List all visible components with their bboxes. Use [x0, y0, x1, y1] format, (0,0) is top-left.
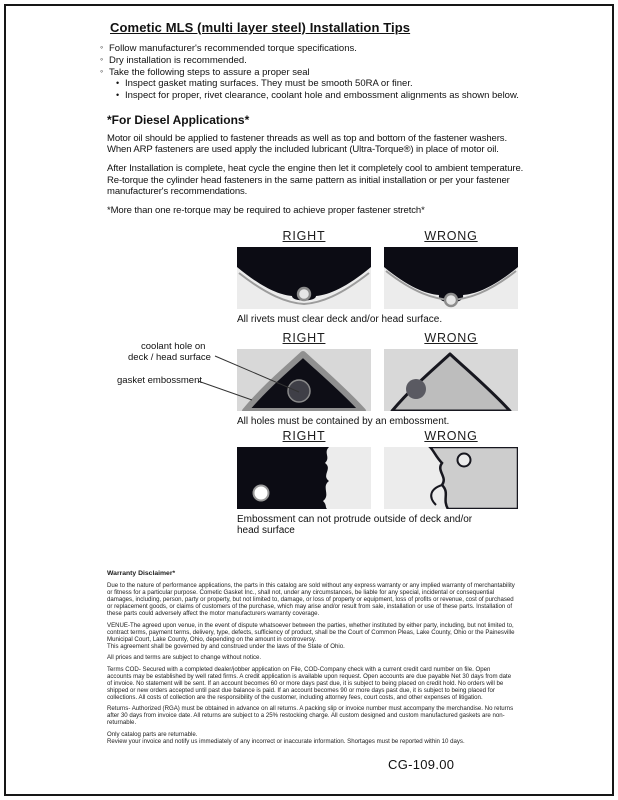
right-label: RIGHT: [282, 229, 326, 243]
figure-labels: [237, 229, 518, 244]
tips-list: [100, 43, 530, 102]
warranty-paragraph: Terms COD- Secured with a completed dealer/jobber application on File, COD-Company check with a current credit card number on file. Open accounts may be established by well rated firms. A credit application is available upon request. Open accounts are due payable Net 30 days from date of invoice. No statement will be sent. If an account becomes 60 or more days past due, it is subject to being placed on credit hold. No orders will be shipped or new orders accepted until past due balance is paid. If an account becomes 90 or more days past due, it is subject to being placed for collections. All costs of collection are the responsibility of the customer, including attorney fees, court costs, and other expenses of litigation.: [107, 665, 512, 701]
bolt-hole-icon: [254, 486, 269, 501]
rivet-right-panel: [237, 247, 371, 309]
rivet-wrong-panel: [384, 247, 518, 309]
right-label: RIGHT: [282, 331, 326, 345]
embossment-wrong-illustration: [384, 447, 518, 509]
page-title: Cometic MLS (multi layer steel) Installation Tips: [110, 20, 411, 35]
rivet-wrong-illustration: [384, 247, 518, 309]
warranty-disclaimer-section: [107, 570, 516, 749]
figure-labels: [237, 429, 518, 444]
figure-caption: Embossment can not protrude outside of deck and/or head surface: [237, 514, 473, 536]
tip-text: Inspect for proper, rivet clearance, coolant hole and embossment alignments as shown below.: [125, 90, 519, 102]
embossment-wrong-panel: [384, 447, 518, 509]
warranty-paragraph: Due to the nature of performance applications, the parts in this catalog are sold without any express warranty or any implied warranty of merchantability or fitness for a particular purpose. Cometic Gasket Inc., shall not, under any circumstances, be liable for any special, incidental or consequential damages, including, person, party or property, but not limited to, damage, or loss of property or equipment, loss of profits or revenue, cost of purchased or replacement goods, or claims of customers of the purchase, which may arise and/or result from sale, installation or use of these parts. Installation of these parts could adversely affect the motor manufacturers warranty coverage.: [107, 582, 515, 617]
warranty-paragraph: VENUE-The agreed upon venue, in the event of dispute whatsoever between the parties, whether instituted by either party, including, but not limited to, contract terms, payment terms, delivery, type, defects, sufficiency of product, shall be the Court of Common Pleas, Lake County, Ohio or the Painesville Municipal Court, Lake County, Ohio, depending on the amount in controversy.: [107, 621, 515, 643]
diesel-paragraph-2: After Installation is complete, heat cycle the engine then let it completely cool to ambient temperature. Re-torque the cylinder head fasteners in the same pattern as initial installation or per your fastener manufacturer's recommendations.: [107, 163, 524, 197]
figure-caption: All holes must be contained by an embossment.: [237, 416, 450, 427]
annotation-coolant-label: coolant hole on: [141, 341, 206, 352]
warranty-paragraph: Returns- Authorized (RGA) must be obtained in advance on all returns. A packing slip or invoice number must accompany the merchandise. No returns after 30 days from invoice date. All returns are subject to a 25% restocking charge. All custom designed and custom manufactured gaskets are non-returnable.: [107, 705, 514, 726]
warranty-paragraph: Only catalog parts are returnable.: [107, 730, 198, 738]
figure-caption: All rivets must clear deck and/or head surface.: [237, 314, 443, 325]
annotation-embossment-label: gasket embossment: [117, 375, 203, 386]
embossment-right-panel: [237, 447, 371, 509]
warranty-paragraph: This agreement shall be governed by and construed under the laws of the State of Ohio.: [107, 642, 345, 650]
wrong-label: WRONG: [424, 429, 478, 443]
warranty-heading: Warranty Disclaimer*: [107, 570, 176, 577]
tip-sub-item: [116, 78, 530, 90]
wrong-label: WRONG: [424, 331, 478, 345]
embossment-right-illustration: [237, 447, 371, 509]
diesel-paragraph-1: Motor oil should be applied to fastener threads as well as top and bottom of the fastener washers. When ARP fasteners are used apply the included lubricant (Ultra-Torque®) in place of motor oil.: [107, 132, 507, 156]
coolant-hole-icon: [406, 379, 426, 399]
tip-text: Take the following steps to assure a proper seal: [109, 66, 310, 78]
diesel-applications-heading: *For Diesel Applications*: [107, 112, 250, 127]
rivet-icon: [445, 294, 457, 306]
tip-item: [100, 55, 530, 67]
annotation-coolant-label-2: deck / head surface: [128, 352, 211, 363]
warranty-paragraph: All prices and terms are subject to change without notice.: [107, 654, 262, 661]
diesel-paragraph-3: *More than one re-torque may be required to achieve proper fastener stretch*: [107, 205, 425, 216]
wrong-label: WRONG: [424, 229, 478, 243]
annotation-leader-lines: [190, 348, 305, 406]
page-code: CG-109.00: [388, 757, 455, 772]
tip-item: [100, 67, 530, 79]
figure-row-rivets: [237, 229, 518, 325]
figure-panels: [237, 447, 518, 509]
figure-panels: [237, 247, 518, 309]
tip-text: Dry installation is recommended.: [109, 54, 247, 66]
rivet-icon: [298, 288, 310, 300]
figure-labels: [237, 331, 518, 346]
coolant-hole-wrong-illustration: [384, 349, 518, 411]
bolt-hole-icon: [458, 454, 471, 467]
rivet-right-illustration: [237, 247, 371, 309]
installation-tips-section: [100, 20, 530, 224]
warranty-paragraph: Review your invoice and notify us immediately of any incorrect or inaccurate information. Shortages must be reported within 10 days.: [107, 737, 465, 745]
right-label: RIGHT: [282, 429, 326, 443]
tip-text: Follow manufacturer's recommended torque specifications.: [109, 43, 357, 54]
tip-sub-item: [116, 90, 530, 102]
coolant-hole-wrong-panel: [384, 349, 518, 411]
tip-item: [100, 43, 530, 55]
tip-text: Inspect gasket mating surfaces. They must be smooth 50RA or finer.: [125, 78, 413, 90]
figure-row-embossment: [237, 429, 518, 536]
